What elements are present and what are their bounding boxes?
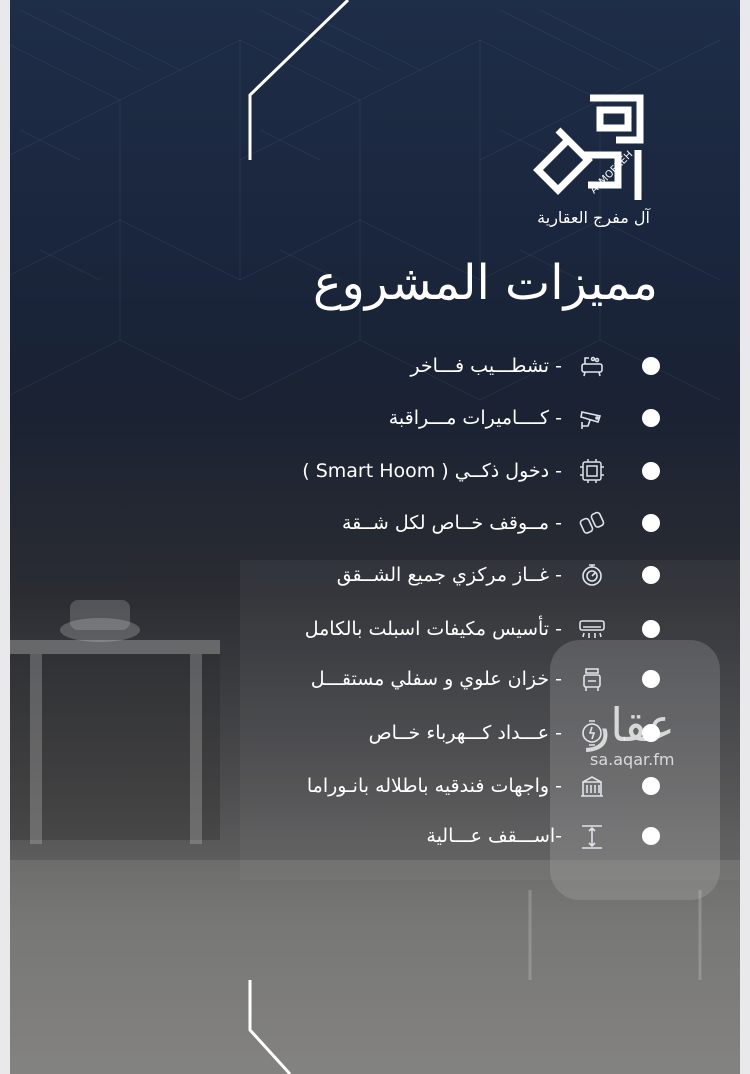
- air-conditioner-icon: [578, 615, 606, 643]
- almofreh-logo-icon: [528, 90, 658, 210]
- feature-item: [307, 768, 660, 804]
- bullet-icon: [642, 514, 660, 532]
- high-ceiling-icon: [578, 822, 606, 850]
- feature-label: -اســـقف عـــالية: [426, 825, 562, 847]
- feature-label: - تأسيس مكيفات اسبلت بالكامل: [304, 618, 562, 640]
- feature-label: - تشطـــيب فـــاخر: [410, 355, 562, 377]
- feature-label: - واجهات فندقيه باطلاله بانـوراما: [306, 775, 562, 797]
- feature-item: [311, 661, 660, 697]
- feature-item: [302, 453, 660, 489]
- logo-text: ALMOFREH: [588, 149, 636, 197]
- aqar-watermark: [588, 700, 675, 769]
- feature-label: - خزان علوي و سفلي مستقـــل: [310, 668, 562, 690]
- feature-label: - غــاز مركزي جميع الشــقق: [336, 564, 562, 586]
- feature-item: [410, 348, 660, 384]
- feature-item: [305, 611, 660, 647]
- smart-home-icon: [578, 457, 606, 485]
- bullet-icon: [642, 777, 660, 795]
- feature-label: - دخول ذكــي ( Smart Hoom ): [302, 460, 562, 482]
- bullet-icon: [642, 620, 660, 638]
- frame-left: [0, 0, 10, 1074]
- bathtub-icon: [578, 352, 606, 380]
- feature-item: [342, 505, 660, 541]
- bullet-icon: [642, 566, 660, 584]
- bullet-icon: [642, 462, 660, 480]
- brand-name: آل مفرج العقارية: [537, 208, 650, 227]
- security-camera-icon: [578, 404, 606, 432]
- parking-icon: [578, 509, 606, 537]
- watermark-logo: عقار: [588, 698, 675, 752]
- feature-item: [337, 557, 660, 593]
- feature-label: - عـــداد كـــهرباء خــاص: [368, 722, 562, 744]
- building-facade-icon: [578, 772, 606, 800]
- watermark-url: sa.aqar.fm: [590, 750, 675, 769]
- water-tank-icon: [578, 665, 606, 693]
- bullet-icon: [642, 357, 660, 375]
- bullet-icon: [642, 409, 660, 427]
- bullet-icon: [642, 827, 660, 845]
- feature-label: - كــــاميرات مـــراقبة: [388, 407, 562, 429]
- feature-item: [426, 818, 660, 854]
- feature-item: [389, 400, 660, 436]
- frame-right: [740, 0, 750, 1074]
- bullet-icon: [642, 670, 660, 688]
- page-title: مميزات المشروع: [312, 255, 658, 311]
- gas-meter-icon: [578, 561, 606, 589]
- feature-label: - مــوقف خــاص لكل شــقة: [341, 512, 562, 534]
